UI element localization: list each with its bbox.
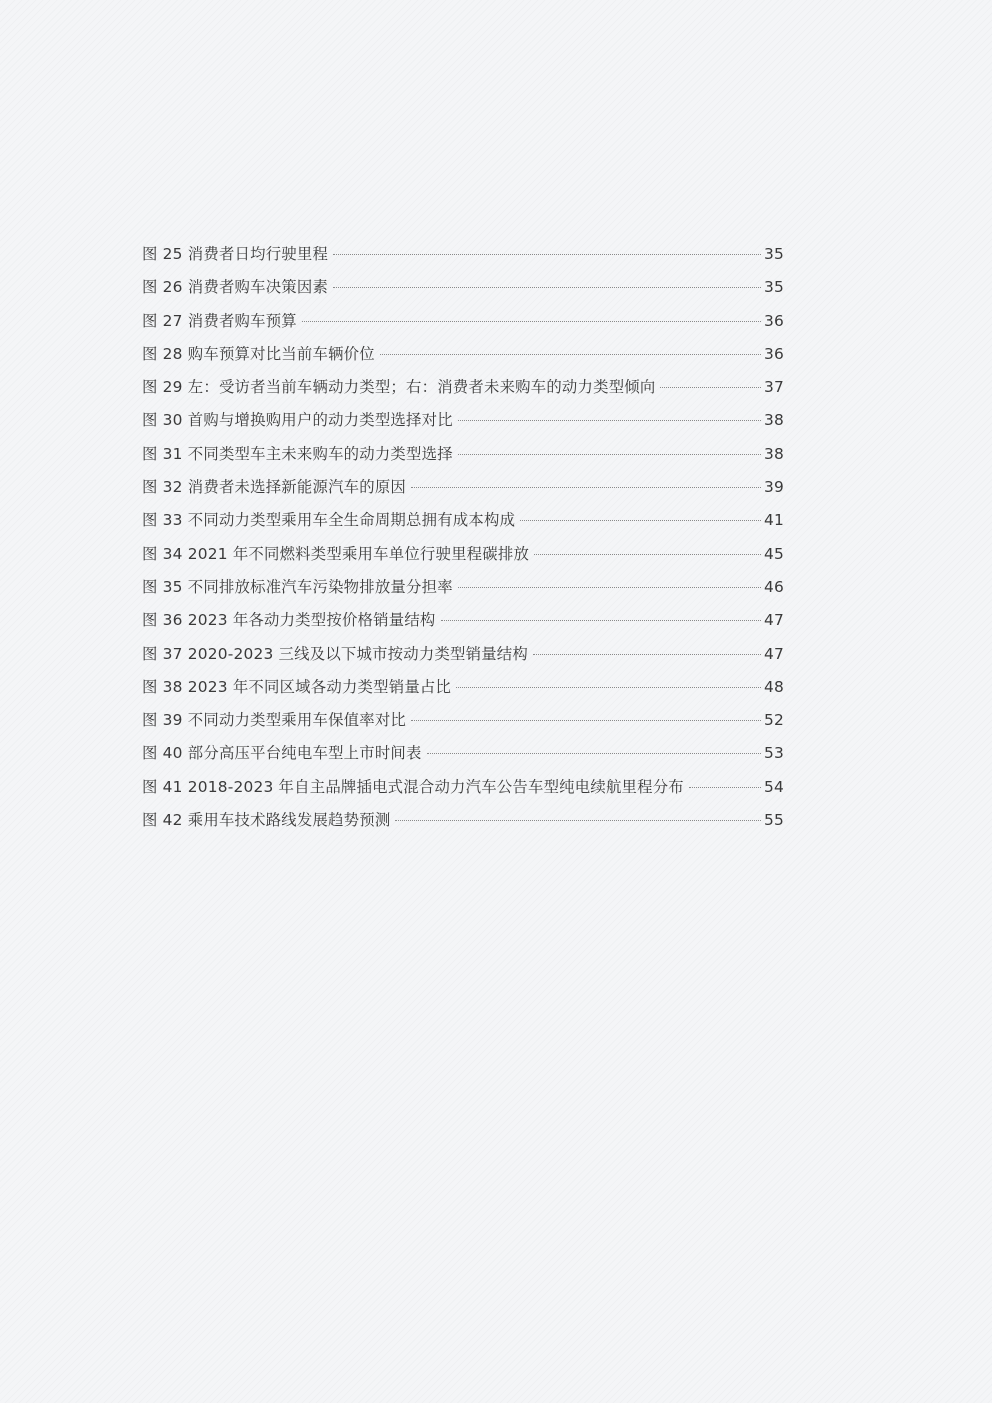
toc-entry-page-number: 38 — [764, 411, 784, 430]
toc-entry-page-number: 54 — [764, 777, 784, 796]
toc-entry-title: 图 40 部分高压平台纯电车型上市时间表 — [142, 744, 422, 763]
toc-entry[interactable] — [142, 804, 784, 837]
toc-entry[interactable] — [142, 538, 784, 571]
toc-entry[interactable] — [142, 604, 784, 637]
dot-leader — [333, 254, 761, 255]
toc-entry-page-number: 47 — [764, 611, 784, 630]
toc-entry-page-number: 39 — [764, 478, 784, 497]
toc-entry[interactable] — [142, 504, 784, 537]
toc-entry-title: 图 38 2023 年不同区域各动力类型销量占比 — [142, 677, 452, 696]
toc-entry-title: 图 27 消费者购车预算 — [142, 311, 297, 330]
toc-entry-title: 图 37 2020-2023 三线及以下城市按动力类型销量结构 — [142, 644, 528, 663]
dot-leader — [534, 554, 761, 555]
toc-entry[interactable] — [142, 737, 784, 770]
toc-entry-title: 图 41 2018-2023 年自主品牌插电式混合动力汽车公告车型纯电续航里程分布 — [142, 777, 684, 796]
toc-entry[interactable] — [142, 571, 784, 604]
toc-entry[interactable] — [142, 704, 784, 737]
dot-leader — [395, 820, 761, 821]
toc-entry-page-number: 38 — [764, 444, 784, 463]
toc-entry-page-number: 36 — [764, 344, 784, 363]
dot-leader — [458, 587, 761, 588]
toc-entry-title: 图 42 乘用车技术路线发展趋势预测 — [142, 811, 391, 830]
toc-entry[interactable] — [142, 238, 784, 271]
toc-entry-page-number: 47 — [764, 644, 784, 663]
dot-leader — [380, 354, 761, 355]
dot-leader — [302, 321, 761, 322]
toc-entry-title: 图 28 购车预算对比当前车辆价位 — [142, 344, 375, 363]
dot-leader — [689, 787, 761, 788]
toc-entry[interactable] — [142, 671, 784, 704]
toc-entry-page-number: 35 — [764, 245, 784, 263]
toc-entry-page-number: 53 — [764, 744, 784, 763]
toc-entry-page-number: 55 — [764, 811, 784, 830]
toc-entry-title: 图 29 左：受访者当前车辆动力类型；右：消费者未来购车的动力类型倾向 — [142, 378, 656, 397]
dot-leader — [427, 753, 761, 754]
toc-entry-title: 图 31 不同类型车主未来购车的动力类型选择 — [142, 444, 453, 463]
toc-entry-page-number: 52 — [764, 711, 784, 730]
toc-entry[interactable] — [142, 771, 784, 804]
toc-entry-title: 图 26 消费者购车决策因素 — [142, 278, 329, 297]
toc-entry-title: 图 35 不同排放标准汽车污染物排放量分担率 — [142, 577, 453, 596]
toc-entry-title: 图 39 不同动力类型乘用车保值率对比 — [142, 711, 407, 730]
toc-entry-title: 图 25 消费者日均行驶里程 — [142, 245, 329, 263]
toc-entry-title: 图 36 2023 年各动力类型按价格销量结构 — [142, 611, 436, 630]
toc-entry-page-number: 46 — [764, 577, 784, 596]
toc-entry-page-number: 37 — [764, 378, 784, 397]
dot-leader — [660, 387, 761, 388]
dot-leader — [456, 687, 761, 688]
toc-entry-page-number: 41 — [764, 511, 784, 530]
dot-leader — [520, 520, 761, 521]
toc-entry[interactable] — [142, 305, 784, 338]
toc-entry[interactable] — [142, 471, 784, 504]
toc-entry[interactable] — [142, 638, 784, 671]
dot-leader — [458, 454, 761, 455]
dot-leader — [333, 287, 761, 288]
toc-entry[interactable] — [142, 438, 784, 471]
toc-entry-title: 图 32 消费者未选择新能源汽车的原因 — [142, 478, 407, 497]
toc-entry-title: 图 34 2021 年不同燃料类型乘用车单位行驶里程碳排放 — [142, 544, 530, 563]
toc-entry[interactable] — [142, 371, 784, 404]
toc-entry-page-number: 35 — [764, 278, 784, 297]
toc-entry-page-number: 48 — [764, 677, 784, 696]
dot-leader — [441, 620, 762, 621]
dot-leader — [533, 654, 761, 655]
figure-list-of-contents — [142, 238, 784, 837]
dot-leader — [411, 487, 761, 488]
dot-leader — [458, 420, 761, 421]
toc-entry[interactable] — [142, 404, 784, 437]
toc-entry-page-number: 36 — [764, 311, 784, 330]
toc-entry-title: 图 33 不同动力类型乘用车全生命周期总拥有成本构成 — [142, 511, 516, 530]
toc-entry[interactable] — [142, 271, 784, 304]
toc-entry[interactable] — [142, 338, 784, 371]
dot-leader — [411, 720, 761, 721]
toc-entry-title: 图 30 首购与增换购用户的动力类型选择对比 — [142, 411, 453, 430]
toc-entry-page-number: 45 — [764, 544, 784, 563]
